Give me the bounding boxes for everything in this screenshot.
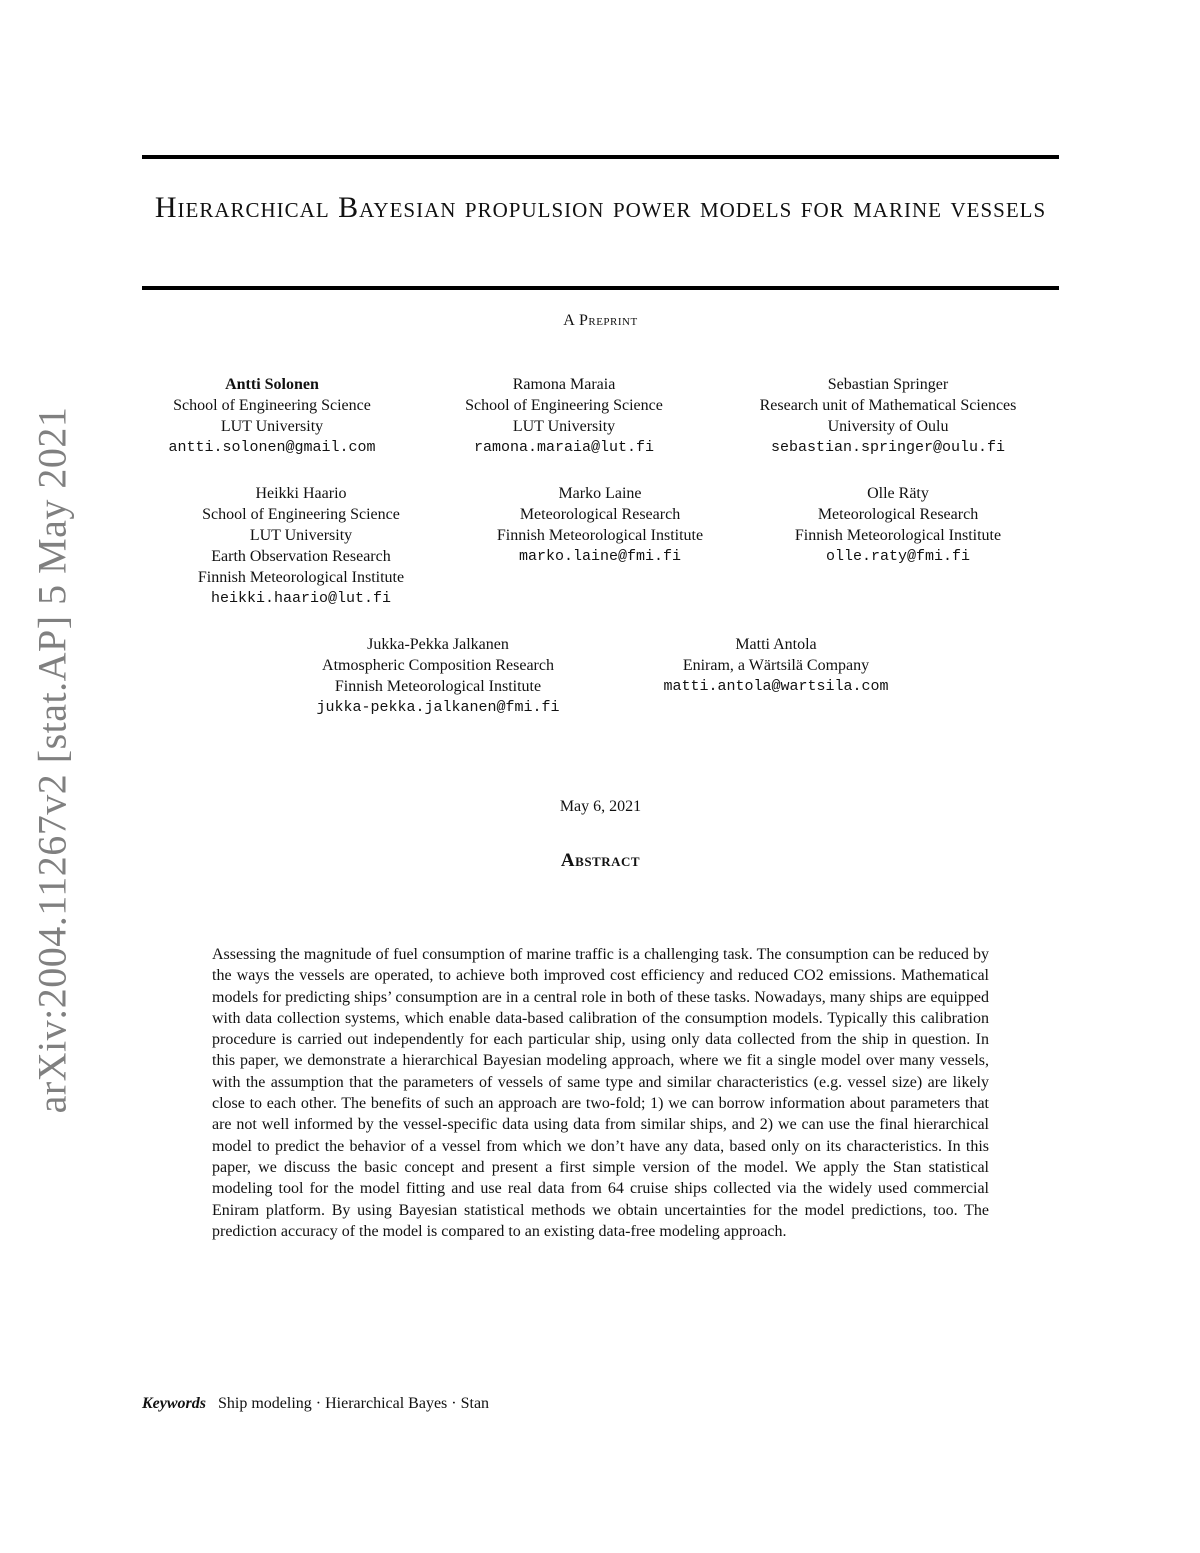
preprint-label: A Preprint [563, 312, 638, 329]
author-name: Marko Laine [558, 485, 642, 502]
keywords-line [142, 1395, 489, 1413]
author-email[interactable]: sebastian.springer@oulu.fi [770, 439, 1006, 456]
keywords-label: Keywords [142, 1395, 206, 1412]
author-email[interactable]: marko.laine@fmi.fi [518, 548, 682, 565]
author-email[interactable]: antti.solonen@gmail.com [168, 439, 376, 456]
author-affiliation: Finnish Meteorological Institute [197, 569, 405, 586]
author-affiliation: Finnish Meteorological Institute [496, 527, 704, 544]
author-name: Matti Antola [735, 636, 817, 653]
author-affiliation: Earth Observation Research [211, 548, 391, 565]
author-affiliation: Research unit of Mathematical Sciences [759, 397, 1017, 414]
author-name: Sebastian Springer [827, 376, 949, 393]
author-affiliation: School of Engineering Science [465, 397, 663, 414]
author-block [288, 634, 588, 718]
author-affiliation: University of Oulu [827, 418, 949, 435]
abstract-body: Assessing the magnitude of fuel consumption of marine traffic is a challenging task. The consumption can be reduced by the ways the vessels are operated, to achieve both improved cost efficiency and reduced CO2 emissions. Mathematical models for predicting ships’ consumption are in a central role in both of these tasks. Nowadays, many ships are equipped with data collection systems, which enable data-based calibration of the consumption models. Typically this calibration procedure is carried out independently for each particular ship, using only data collected from the ship in question. In this paper, we demonstrate a hierarchical Bayesian modeling approach, where we fit a single model over many vessels, with the assumption that the parameters of vessels of same type and similar characteristics (e.g. vessel size) are likely close to each other. The benefits of such an approach are two-fold; 1) we can borrow information about parameters that are not well informed by the vessel-specific data using data from similar ships, and 2) we can use the final hierarchical model to predict the behavior of a vessel from which we don’t have any data, based only on its characteristics. In this paper, we discuss the basic concept and present a first simple version of the model. We apply the Stan statistical modeling tool for the model fitting and use real data from 64 cruise ships collected via the widely used commercial Eniram platform. By using Bayesian statistical methods we obtain uncertainties for the model predictions, too. The prediction accuracy of the model is compared to an existing data-free modeling approach. [212, 946, 989, 1240]
author-affiliation: School of Engineering Science [173, 397, 371, 414]
author-block [166, 483, 436, 609]
abstract-heading: Abstract [560, 850, 641, 871]
author-name: Heikki Haario [255, 485, 347, 502]
author-email[interactable]: matti.antola@wartsila.com [663, 678, 889, 695]
keywords-text: Ship modeling · Hierarchical Bayes · Stan [218, 1395, 490, 1412]
author-name: Jukka-Pekka Jalkanen [367, 636, 509, 653]
author-block [758, 483, 1038, 567]
author-affiliation: Meteorological Research [519, 506, 681, 523]
publication-date: May 6, 2021 [559, 798, 642, 815]
author-block [630, 634, 922, 697]
author-affiliation: LUT University [249, 527, 353, 544]
author-email[interactable]: jukka-pekka.jalkanen@fmi.fi [316, 699, 560, 716]
author-affiliation: School of Engineering Science [202, 506, 400, 523]
author-affiliation: Meteorological Research [817, 506, 979, 523]
author-email[interactable]: olle.raty@fmi.fi [825, 548, 971, 565]
author-email[interactable]: ramona.maraia@lut.fi [473, 439, 655, 456]
author-block [428, 374, 700, 458]
author-name: Olle Räty [867, 485, 929, 502]
author-affiliation: Eniram, a Wärtsilä Company [682, 657, 870, 674]
author-affiliation: Finnish Meteorological Institute [794, 527, 1002, 544]
title-rule-bottom [142, 286, 1059, 290]
author-block [142, 374, 402, 458]
arxiv-stamp: arXiv:2004.11267v2 [stat.AP] 5 May 2021 [29, 406, 75, 1114]
author-name: Antti Solonen [225, 376, 319, 393]
paper-title: Hierarchical Bayesian propulsion power models for marine vessels [154, 191, 1047, 224]
author-email[interactable]: heikki.haario@lut.fi [210, 590, 392, 607]
author-name: Ramona Maraia [512, 376, 616, 393]
author-affiliation: Finnish Meteorological Institute [334, 678, 542, 695]
title-rule-top [142, 155, 1059, 159]
author-block [460, 483, 740, 567]
author-block [718, 374, 1058, 458]
author-affiliation: LUT University [512, 418, 616, 435]
author-affiliation: Atmospheric Composition Research [322, 657, 554, 674]
author-affiliation: LUT University [220, 418, 324, 435]
